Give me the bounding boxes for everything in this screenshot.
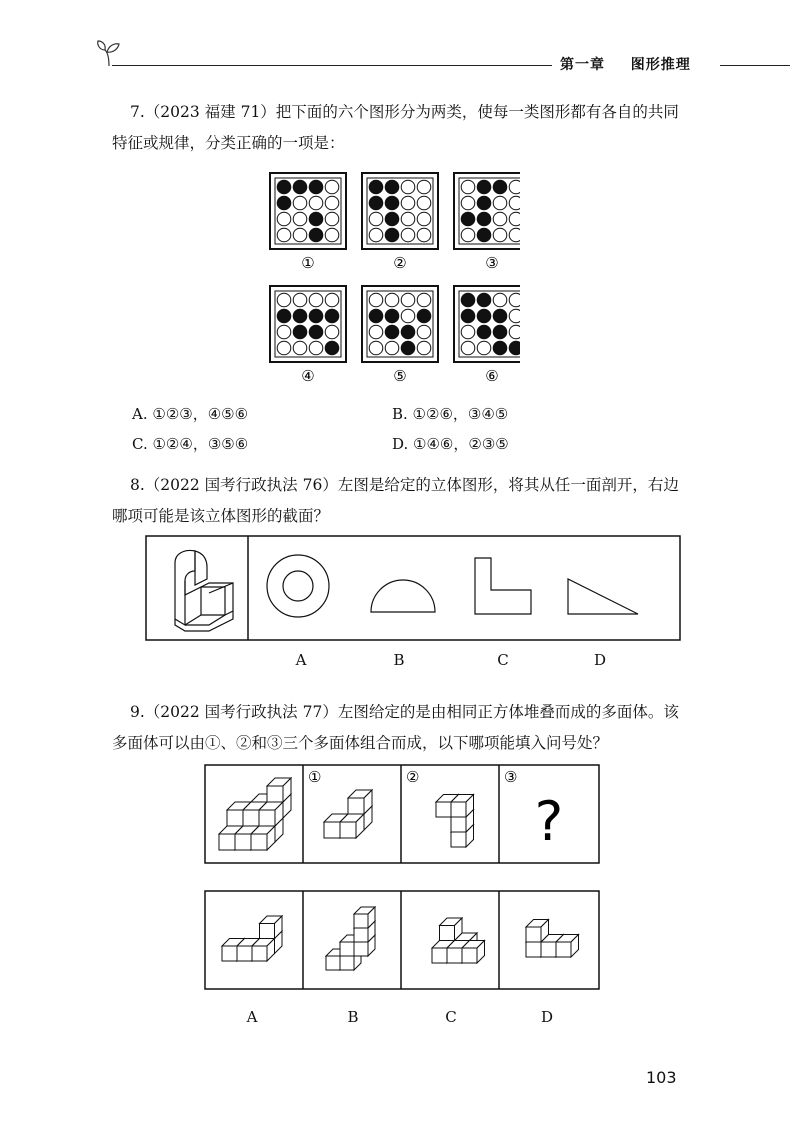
option-b-semicircle (371, 580, 435, 612)
filled-circle (369, 309, 383, 323)
question-9-line-1: 9.（2022 国考行政执法 77）左图给定的是由相同正方体堆叠而成的多面体。该 (130, 703, 679, 721)
circle-grid-1 (270, 173, 346, 272)
empty-circle (401, 180, 415, 194)
empty-circle (325, 212, 339, 226)
empty-circle (509, 196, 520, 210)
question-7-option-c[interactable]: C. ①②④，③⑤⑥ (132, 435, 249, 453)
empty-circle (369, 228, 383, 242)
header-rule-right (720, 65, 790, 66)
filled-circle (493, 309, 507, 323)
filled-circle (293, 309, 307, 323)
filled-circle (493, 341, 507, 355)
chapter-title: 图形推理 (630, 57, 691, 73)
empty-circle (277, 341, 291, 355)
empty-circle (461, 228, 475, 242)
filled-circle (401, 325, 415, 339)
empty-circle (493, 212, 507, 226)
question-9-label-a[interactable]: A (246, 1008, 258, 1026)
empty-circle (417, 212, 431, 226)
circle-grid-4 (270, 286, 346, 385)
empty-circle (509, 293, 520, 307)
circle-grid-6 (454, 286, 520, 385)
empty-circle (293, 196, 307, 210)
part-2-polyhedron (436, 795, 474, 848)
chapter-heading (560, 54, 691, 74)
circle-grid-2 (362, 173, 438, 272)
empty-circle (493, 228, 507, 242)
given-polyhedron (219, 778, 291, 850)
circle-grid-3 (454, 173, 520, 272)
filled-circle (309, 180, 323, 194)
filled-circle (509, 341, 520, 355)
empty-circle (385, 341, 399, 355)
filled-circle (493, 180, 507, 194)
question-8-label-a[interactable]: A (295, 651, 307, 669)
filled-circle (277, 309, 291, 323)
question-9-label-b[interactable]: B (347, 1008, 359, 1026)
filled-circle (369, 196, 383, 210)
empty-circle (369, 293, 383, 307)
empty-circle (325, 228, 339, 242)
part-2-label: ② (406, 768, 420, 786)
empty-circle (293, 212, 307, 226)
question-9-line-2: 多面体可以由①、②和③三个多面体组合而成，以下哪项能填入问号处？ (112, 734, 609, 752)
filled-circle (385, 212, 399, 226)
empty-circle (325, 180, 339, 194)
figure-label-6: ⑥ (485, 367, 499, 385)
option-b-polyhedron[interactable] (326, 907, 375, 970)
filled-circle (385, 325, 399, 339)
empty-circle (509, 212, 520, 226)
filled-circle (477, 180, 491, 194)
empty-circle (417, 196, 431, 210)
empty-circle (369, 325, 383, 339)
option-d-polyhedron[interactable] (526, 920, 579, 958)
empty-circle (417, 180, 431, 194)
question-9-top-panel (204, 764, 600, 864)
figure-label-4: ④ (301, 367, 315, 385)
figure-label-3: ③ (485, 254, 499, 272)
empty-circle (293, 293, 307, 307)
empty-circle (509, 309, 520, 323)
empty-circle (493, 293, 507, 307)
empty-circle (509, 325, 520, 339)
empty-circle (401, 228, 415, 242)
question-9-text (112, 697, 702, 759)
question-7-option-a[interactable]: A. ①②③，④⑤⑥ (132, 405, 249, 423)
empty-circle (401, 212, 415, 226)
empty-circle (325, 325, 339, 339)
question-9-options-panel (204, 890, 600, 990)
empty-circle (277, 293, 291, 307)
page-number: 103 (646, 1068, 677, 1087)
question-7-figures (260, 168, 520, 398)
filled-circle (385, 228, 399, 242)
empty-circle (293, 341, 307, 355)
question-8-figure-panel (145, 535, 681, 641)
filled-circle (417, 309, 431, 323)
filled-circle (293, 325, 307, 339)
empty-circle (417, 228, 431, 242)
filled-circle (277, 196, 291, 210)
circle-grid-5 (362, 286, 438, 385)
part-3-label: ③ (504, 768, 518, 786)
empty-circle (385, 293, 399, 307)
empty-circle (417, 325, 431, 339)
filled-circle (309, 309, 323, 323)
option-a-polyhedron[interactable] (222, 916, 282, 961)
empty-circle (293, 228, 307, 242)
question-7-text (112, 97, 702, 159)
question-9-label-c[interactable]: C (445, 1008, 457, 1026)
option-c-l-shape (475, 558, 531, 614)
empty-circle (509, 180, 520, 194)
empty-circle (401, 309, 415, 323)
filled-circle (309, 325, 323, 339)
question-8-text (112, 470, 702, 532)
empty-circle (509, 228, 520, 242)
filled-circle (477, 309, 491, 323)
empty-circle (417, 293, 431, 307)
empty-circle (277, 325, 291, 339)
option-d-triangle (568, 579, 638, 614)
question-7-line-2: 特征或规律，分类正确的一项是： (112, 134, 345, 152)
empty-circle (309, 341, 323, 355)
filled-circle (325, 341, 339, 355)
solid-figure (175, 551, 233, 632)
filled-circle (477, 212, 491, 226)
filled-circle (461, 309, 475, 323)
filled-circle (309, 228, 323, 242)
empty-circle (493, 196, 507, 210)
filled-circle (401, 341, 415, 355)
filled-circle (477, 325, 491, 339)
filled-circle (385, 196, 399, 210)
filled-circle (461, 212, 475, 226)
filled-circle (477, 228, 491, 242)
empty-circle (369, 212, 383, 226)
filled-circle (309, 212, 323, 226)
filled-circle (325, 309, 339, 323)
question-7-option-d[interactable]: D. ①④⑥，②③⑤ (392, 435, 509, 453)
empty-circle (277, 212, 291, 226)
empty-circle (325, 293, 339, 307)
figure-label-5: ⑤ (393, 367, 407, 385)
empty-circle (325, 196, 339, 210)
figure-label-1: ① (301, 254, 315, 272)
filled-circle (493, 325, 507, 339)
empty-circle (369, 341, 383, 355)
figure-label-2: ② (393, 254, 407, 272)
part-1-label: ① (308, 768, 322, 786)
empty-circle (401, 196, 415, 210)
sprout-icon (95, 38, 125, 68)
empty-circle (309, 293, 323, 307)
question-8-label-b[interactable]: B (393, 651, 405, 669)
header-rule-left (112, 65, 552, 66)
empty-circle (417, 341, 431, 355)
cube (354, 907, 375, 928)
empty-circle (309, 196, 323, 210)
empty-circle (461, 180, 475, 194)
filled-circle (293, 180, 307, 194)
question-8-label-d[interactable]: D (593, 651, 607, 669)
empty-circle (461, 341, 475, 355)
part-1-polyhedron (324, 790, 372, 838)
question-7-line-1: 7.（2023 福建 71）把下面的六个图形分为两类，使每一类图形都有各自的共同 (130, 103, 679, 121)
question-mark: ? (534, 790, 564, 853)
option-c-polyhedron[interactable] (432, 918, 485, 963)
question-8-line-1: 8.（2022 国考行政执法 76）左图是给定的立体图形，将其从任一面剖开，右边 (130, 476, 679, 494)
question-8-line-2: 哪项可能是该立体图形的截面？ (112, 507, 330, 525)
filled-circle (477, 293, 491, 307)
filled-circle (385, 180, 399, 194)
filled-circle (477, 196, 491, 210)
question-7-option-b[interactable]: B. ①②⑥，③④⑤ (392, 405, 509, 423)
empty-circle (477, 341, 491, 355)
option-a-annulus (267, 555, 329, 617)
empty-circle (401, 293, 415, 307)
filled-circle (369, 180, 383, 194)
filled-circle (277, 180, 291, 194)
chapter-number: 第一章 (560, 57, 605, 73)
question-9-label-d[interactable]: D (540, 1008, 554, 1026)
filled-circle (461, 293, 475, 307)
empty-circle (461, 196, 475, 210)
filled-circle (385, 309, 399, 323)
empty-circle (277, 228, 291, 242)
question-8-label-c[interactable]: C (497, 651, 509, 669)
empty-circle (461, 325, 475, 339)
